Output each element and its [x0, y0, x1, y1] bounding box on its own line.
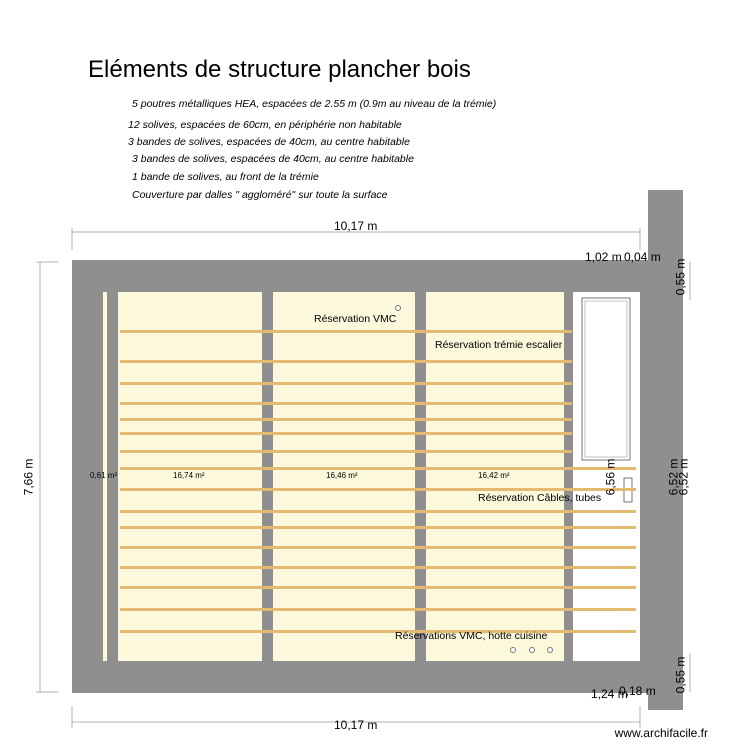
joist-15	[120, 608, 636, 611]
dimension-right-a: 6,52 m	[666, 458, 681, 496]
dimension-bottom-right-c: 0,55 m	[673, 656, 688, 694]
reservation-cables-label: Réservation Câbles, tubes	[478, 492, 602, 504]
joist-7	[120, 450, 572, 453]
note-line-1: 5 poutres métalliques HEA, espacées de 2.55 m (0.9m au niveau de la trémie)	[132, 98, 497, 110]
area-label-strip: 0,61 m²	[90, 471, 118, 480]
area-label-bay-2: 16,46 m²	[326, 471, 358, 480]
reservation-vmc-hotte-label: Réservations VMC, hotte cuisine	[395, 630, 548, 642]
reservation-tremie-label: Réservation trémie escalier	[435, 339, 563, 351]
joist-8	[120, 467, 636, 470]
hotte-hole-icon-1	[511, 648, 516, 653]
joist-13	[120, 566, 636, 569]
joist-2	[120, 360, 572, 363]
joist-4	[120, 402, 572, 405]
vmc-hole-icon	[396, 306, 401, 311]
note-line-4: 3 bandes de solives, espacées de 40cm, au centre habitable	[132, 153, 414, 165]
dimension-inner-right: 6,56 m	[603, 458, 618, 496]
dimension-bottom-width: 10,17 m	[334, 718, 378, 732]
joist-11	[120, 526, 636, 529]
page-title: Eléments de structure plancher bois	[88, 56, 471, 83]
joist-12	[120, 546, 636, 549]
dimension-left-height: 7,66 m	[21, 458, 36, 496]
dimension-top-right-c: 0,55 m	[673, 258, 688, 296]
footer-watermark: www.archifacile.fr	[614, 726, 708, 740]
area-label-bay-1: 16,74 m²	[173, 471, 205, 480]
dimension-right-b: 6,52 m	[676, 458, 691, 496]
joist-1	[120, 330, 572, 333]
top-wall	[72, 260, 650, 292]
joist-5	[120, 418, 572, 421]
hotte-hole-icon-2	[530, 648, 535, 653]
area-label-bay-3: 16,42 m²	[478, 471, 510, 480]
beam-3	[415, 292, 426, 661]
note-line-2: 12 solives, espacées de 60cm, en périphérie non habitable	[128, 119, 402, 131]
joist-16	[120, 630, 636, 633]
bottom-wall	[72, 661, 650, 693]
dimension-top-right-a: 1,02 m	[585, 250, 622, 264]
note-line-5: 1 bande de solives, au front de la trémie	[132, 171, 319, 183]
joist-3	[120, 382, 572, 385]
tremie-opening	[582, 298, 630, 460]
joist-6	[120, 432, 572, 435]
beam-2	[262, 292, 273, 661]
dimension-top-width: 10,17 m	[334, 219, 378, 233]
hotte-hole-icon-3	[548, 648, 553, 653]
dimension-bottom-right-a: 1,24 m	[591, 687, 628, 701]
reservation-vmc-label: Réservation VMC	[314, 313, 397, 325]
joist-14	[120, 586, 636, 589]
joist-9	[120, 488, 636, 491]
note-line-3: 3 bandes de solives, espacées de 40cm, au centre habitable	[128, 136, 410, 148]
note-line-6: Couverture par dalles " aggloméré" sur toute la surface	[132, 189, 388, 201]
dimension-top-right-b: 0,04 m	[624, 250, 661, 264]
dimension-bottom-right-b: 0,18 m	[619, 684, 656, 698]
joist-10	[120, 510, 636, 513]
beam-4	[564, 292, 573, 661]
